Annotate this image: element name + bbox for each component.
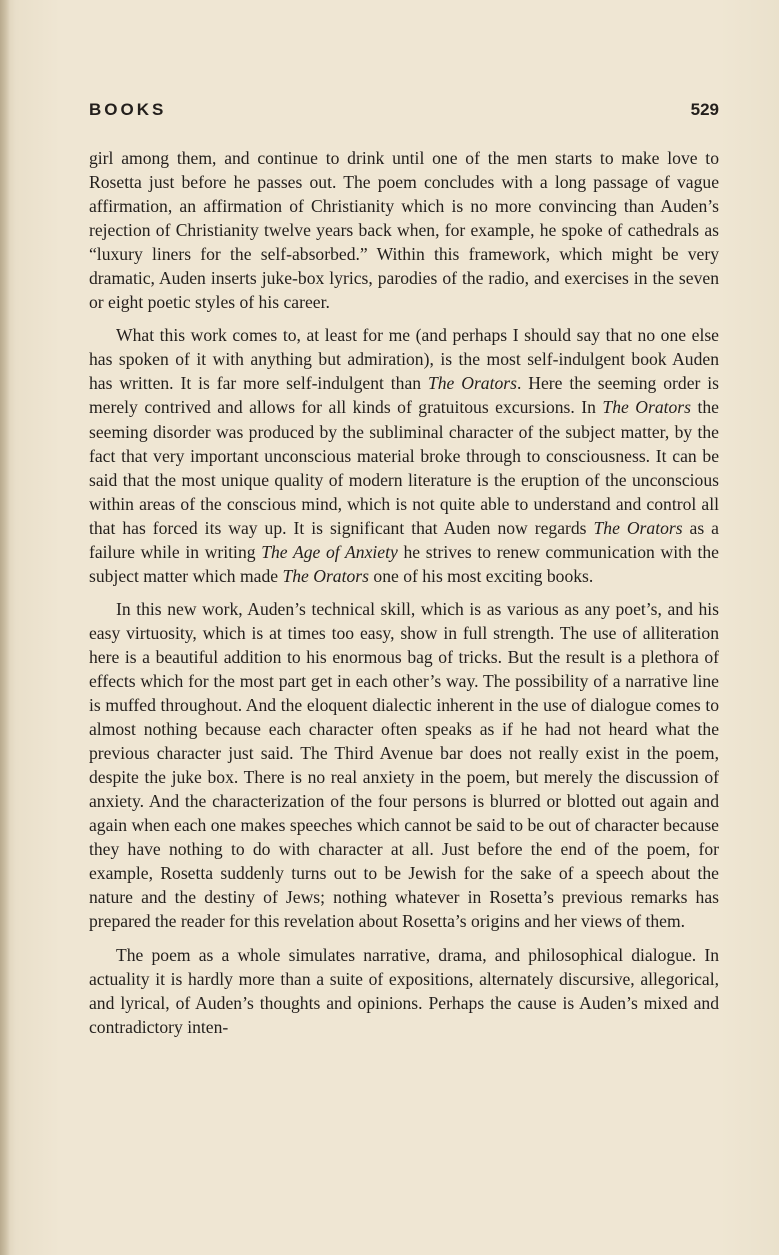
italic-title: The Age of Anxiety xyxy=(261,541,398,562)
paragraph: The poem as a whole simulates narrative, drama, and philosophical dialogue. In actuality it is hardly more than a suite of expositions, alternately discursive, allegorical, and lyrical, of Auden’s thoughts and opinions. Perhaps the cause is Auden’s mixed and contradictory inten- xyxy=(89,944,719,1037)
paragraph: girl among them, and continue to drink until one of the men starts to make love to Rosetta just before he passes out. The poem concludes with a long passage of vague affirmation, an affirmation of Christianity which is no more convincing than Auden’s rejection of Christianity twelve years back when, for example, he spoke of cathedrals as “luxury liners for the self-absorbed.” Within this framework, which might be very dramatic, Auden inserts juke-box lyrics, parodies of the radio, and exercises in the seven or eight poetic styles of his career. xyxy=(89,148,719,313)
italic-title: The Orators xyxy=(593,517,683,538)
italic-title: The Orators xyxy=(282,565,369,586)
body-text xyxy=(89,146,719,1048)
section-title: BOOKS xyxy=(89,100,167,119)
paragraph: What this work comes to, at least for me (and perhaps I should say that no one else has spoken of it with anything but admiration), is the most self-indulgent book Auden has written. It is far more self-indulgent than The Orators. Here the seeming order is merely contrived and allows for all kinds of gratuitous excursions. In The Orators the seeming disorder was produced by the subliminal character of the subject matter, by the fact that very important unconscious material broke through to consciousness. It can be said that the most unique quality of modern literature is the eruption of the unconscious within areas of the conscious mind, which is not quite able to understand and control all that has forced its way up. It is significant that Auden now regards The Orators as a failure while in writing The Age of Anxiety he strives to renew communication with the subject matter which made The Orators one of his most exciting books. xyxy=(89,325,719,586)
italic-title: The Orators xyxy=(602,397,692,418)
paragraph: In this new work, Auden’s technical skill, which is as various as any poet’s, and his easy virtuosity, which is at times too easy, show in full strength. The use of alliteration here is a beautiful addition to his enormous bag of tricks. But the result is a plethora of effects which for the most part get in each other’s way. The possibility of a narrative line is muffed throughout. And the eloquent dialectic inherent in the use of dialogue comes to almost nothing because each character often speaks as if he had not heard what the previous character just said. The Third Avenue bar does not really exist in the poem, despite the juke box. There is no real anxiety in the poem, but merely the discussion of anxiety. And the characterization of the four persons is blurred or blotted out again and again when each one makes speeches which cannot be said to be out of character because they have nothing to do with character at all. Just before the end of the poem, for example, Rosetta suddenly turns out to be Jewish for the sake of a speech about the nature and the destiny of Jews; nothing whatever in Rosetta’s previous remarks has prepared the reader for this revelation about Rosetta’s origins and her views of them. xyxy=(89,598,719,932)
italic-title: The Orators xyxy=(427,373,517,394)
binding-gutter-shadow xyxy=(0,0,10,1255)
page-number: 529 xyxy=(690,100,719,119)
running-head xyxy=(89,100,719,128)
